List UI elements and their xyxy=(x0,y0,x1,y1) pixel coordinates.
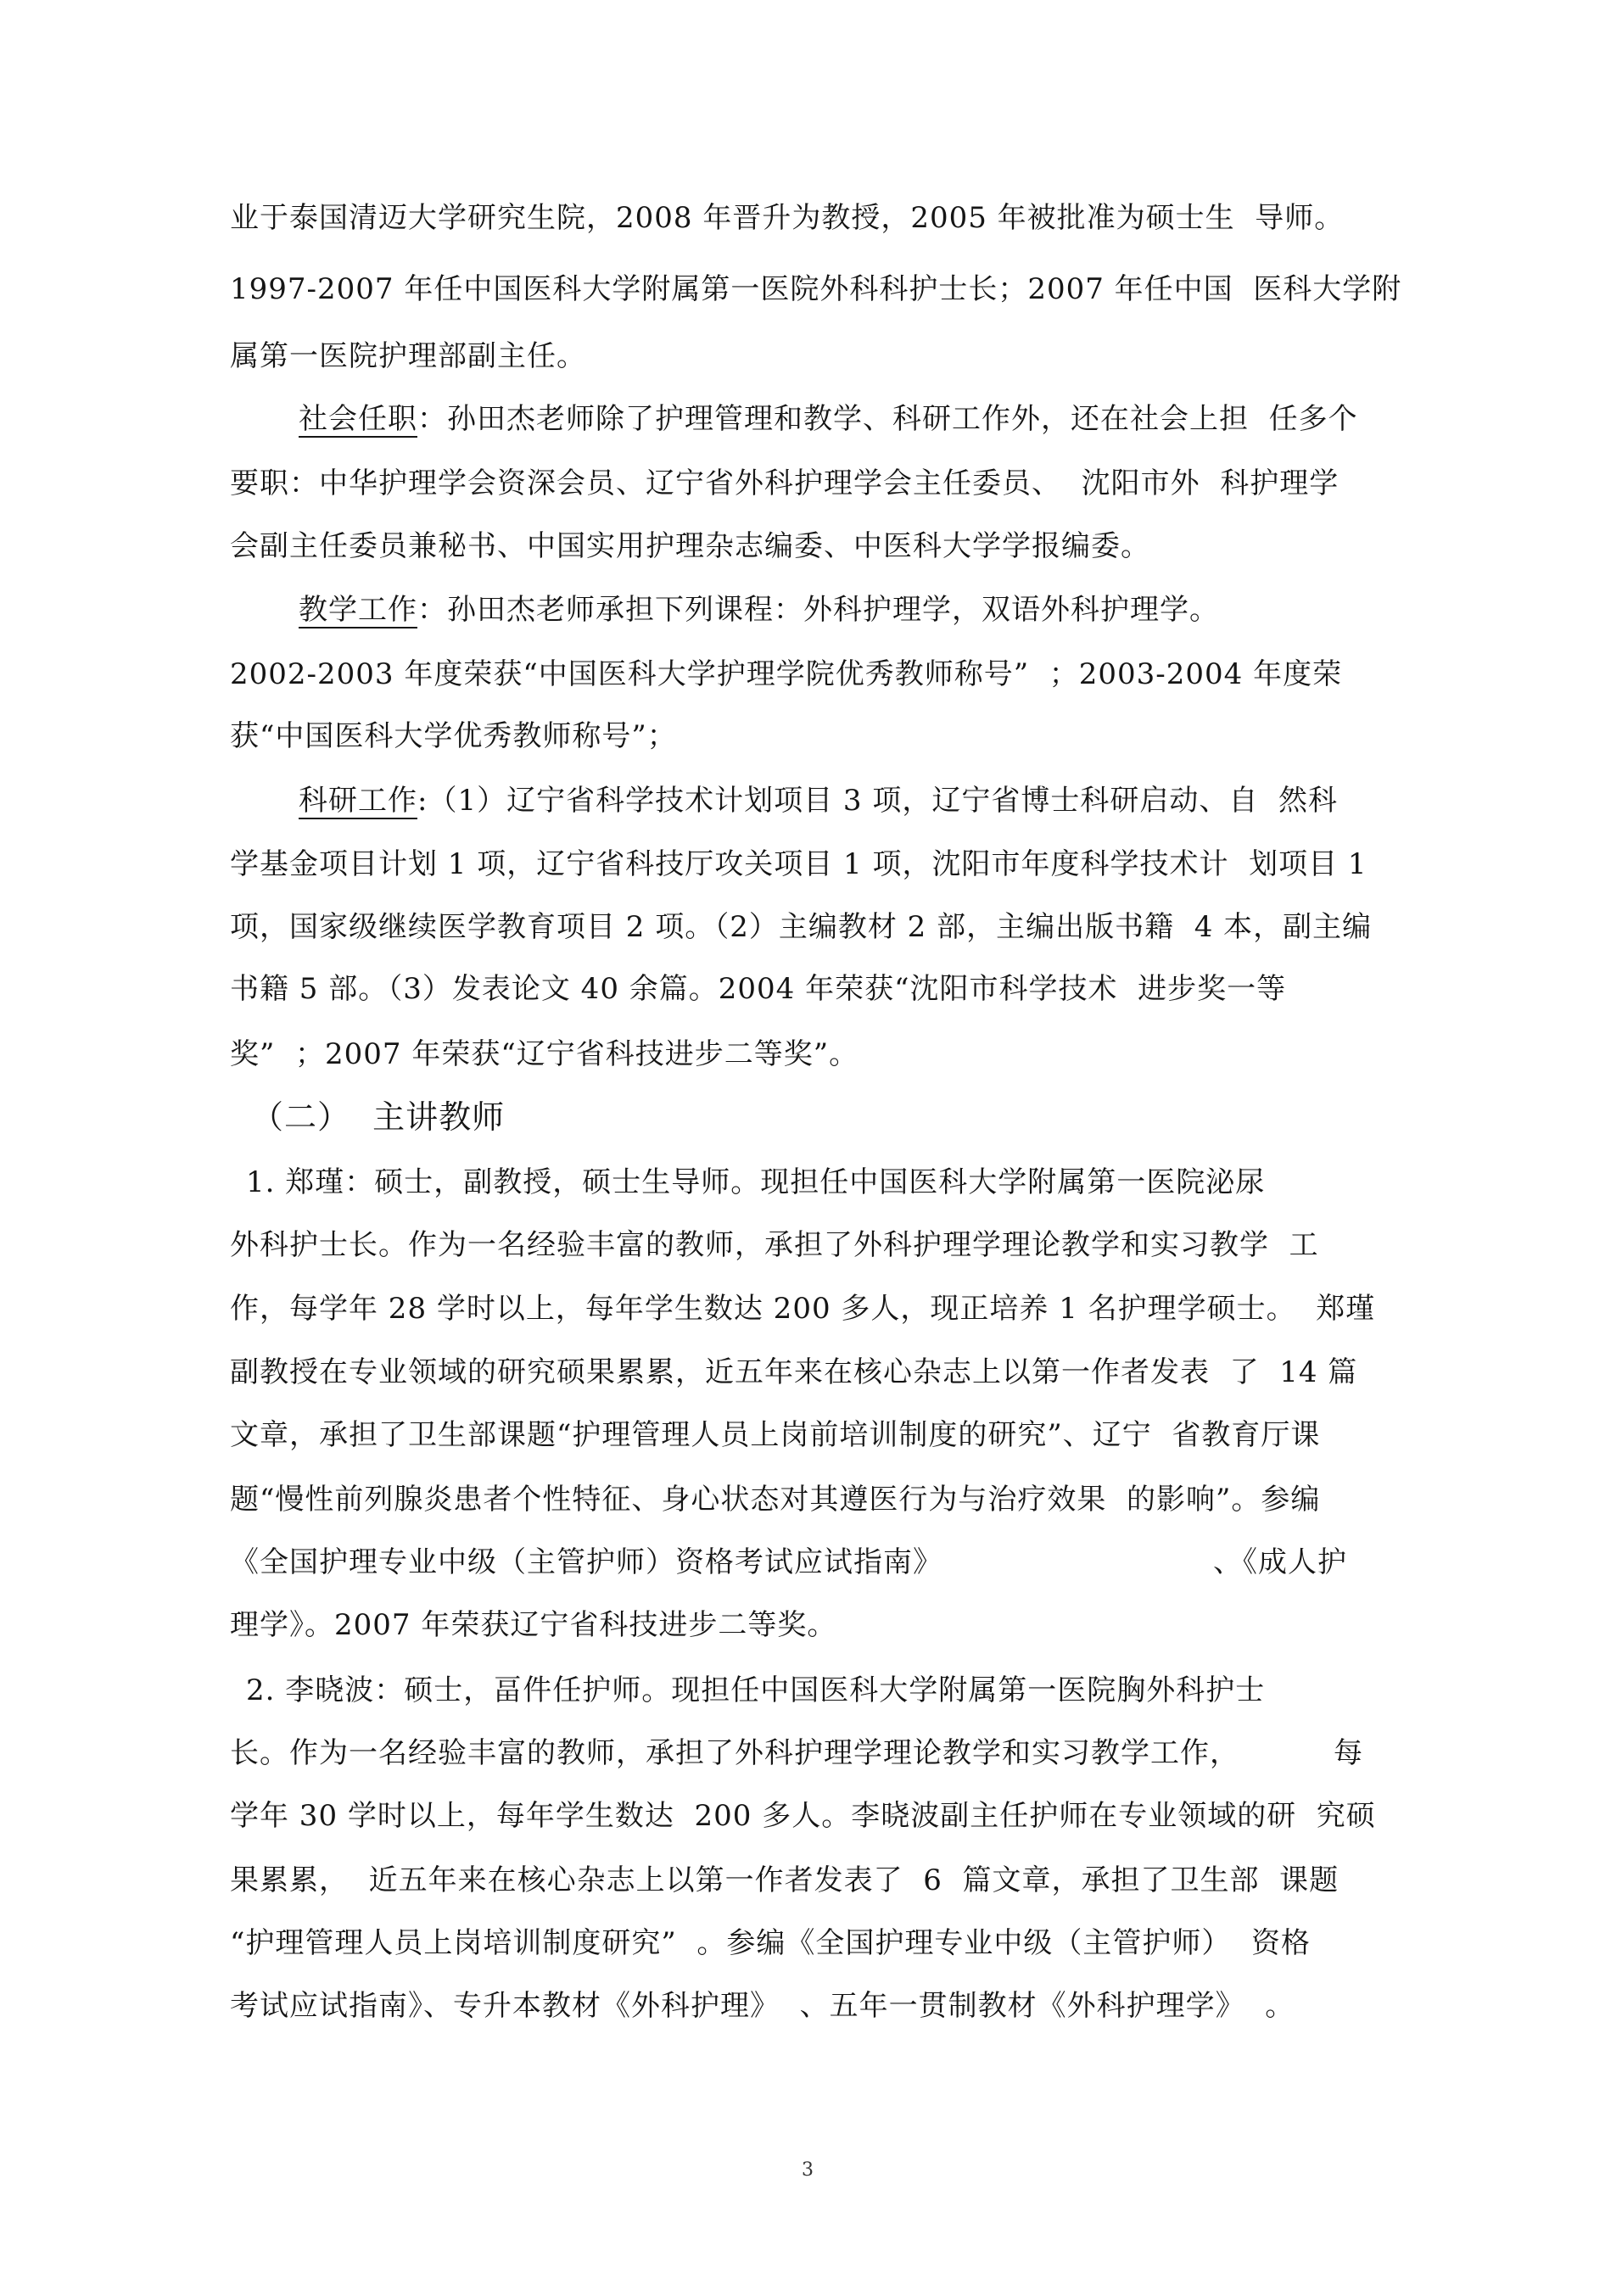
paragraph-line: 会副主任委员兼秘书、中国实用护理杂志编委、中医科大学学报编委。 xyxy=(230,529,1150,563)
paragraph-line: 获“中国医科大学优秀教师称号”； xyxy=(230,719,677,753)
teaching-text: ：孙田杰老师承担下列课程：外科护理学，双语外科护理学。 xyxy=(417,593,1219,627)
paragraph-line: 作，每学年 28 学时以上，每年学生数达 200 多人，现正培养 1 名护理学硕士。 郑瑾 xyxy=(230,1292,1376,1326)
page-number: 3 xyxy=(802,2159,814,2181)
social-text: ：孙田杰老师除了护理管理和教学、科研工作外，还在社会上担 任多个 xyxy=(417,402,1358,436)
paragraph-line: 1. 郑瑾：硕士，副教授，硕士生导师。现担任中国医科大学附属第一医院泌尿 xyxy=(246,1165,1266,1199)
paragraph-line: “护理管理人员上岗培训制度研究” 。参编《全国护理专业中级（主管护师） 资格 xyxy=(230,1926,1311,1960)
paragraph-line: 考试应试指南》、专升本教材《外科护理》 、五年一贯制教材《外科护理学》 。 xyxy=(230,1989,1295,2023)
paragraph-line: 长。作为一名经验丰富的教师，承担了外科护理学理论教学和实习教学工作， xyxy=(230,1736,1239,1770)
paragraph-line: 项，国家级继续医学教育项目 2 项。（2）主编教材 2 部，主编出版书籍 4 本，副主编 xyxy=(230,910,1373,944)
paragraph-line: 业于泰国清迈大学研究生院，2008 年晋升为教授，2005 年被批准为硕士生 导师。 xyxy=(230,201,1345,235)
paragraph-line: 副教授在专业领域的研究硕果累累，近五年来在核心杂志上以第一作者发表 了 14 篇 xyxy=(230,1355,1358,1389)
paragraph-line: 2. 李晓波：硕士，畐件任护师。现担任中国医科大学附属第一医院胸外科护士 xyxy=(246,1673,1266,1707)
paragraph-line: 每 xyxy=(1334,1736,1363,1770)
paragraph-line: 1997-2007 年任中国医科大学附属第一医院外科科护士长；2007 年任中国 医科大学附 xyxy=(230,272,1402,306)
section-heading: （二） 主讲教师 xyxy=(251,1098,506,1136)
paragraph-line: 外科护士长。作为一名经验丰富的教师，承担了外科护理学理论教学和实习教学 工 xyxy=(230,1228,1319,1262)
paragraph-line: 要职：中华护理学会资深会员、辽宁省外科护理学会主任委员、 沈阳市外 科护理学 xyxy=(230,466,1340,500)
paragraph-line xyxy=(299,780,1338,821)
paragraph-line: 书籍 5 部。（3）发表论文 40 余篇。2004 年荣获“沈阳市科学技术 进步奖一等 xyxy=(230,972,1287,1006)
paragraph-line: 学基金项目计划 1 项，辽宁省科技厅攻关项目 1 项，沈阳市年度科学技术计 划项目 1 xyxy=(230,847,1368,881)
research-text: :（1）辽宁省科学技术计划项目 3 项，辽宁省博士科研启动、自 然科 xyxy=(417,784,1338,818)
research-label: 科研工作 xyxy=(299,784,417,818)
paragraph-line: 《全国护理专业中级（主管护师）资格考试应试指南》 xyxy=(230,1545,942,1579)
paragraph-line: 文章，承担了卫生部课题“护理管理人员上岗前培训制度的研究”、辽宁 省教育厅课 xyxy=(230,1418,1321,1452)
paragraph-line: 、《成人护 xyxy=(1213,1545,1347,1579)
paragraph-line: 题“慢性前列腺炎患者个性特征、身心状态对其遵医行为与治疗效果 的影响”。参编 xyxy=(230,1483,1321,1517)
teaching-label: 教学工作 xyxy=(299,593,417,627)
paragraph-line: 2002-2003 年度荣获“中国医科大学护理学院优秀教师称号” ；2003-2004 年度荣 xyxy=(230,657,1343,691)
paragraph-line: 属第一医院护理部副主任。 xyxy=(230,339,586,373)
paragraph-line: 奖” ；2007 年荣获“辽宁省科技进步二等奖”。 xyxy=(230,1037,859,1071)
paragraph-line xyxy=(299,589,1219,630)
paragraph-line xyxy=(299,399,1358,439)
paragraph-line: 理学》。2007 年荣获辽宁省科技进步二等奖。 xyxy=(230,1608,837,1642)
paragraph-line: 学年 30 学时以上，每年学生数达 200 多人。李晓波副主任护师在专业领域的研 究硕 xyxy=(230,1799,1376,1833)
paragraph-line: 果累累， 近五年来在核心杂志上以第一作者发表了 6 篇文章，承担了卫生部 课题 xyxy=(230,1863,1340,1897)
social-label: 社会任职 xyxy=(299,402,417,436)
